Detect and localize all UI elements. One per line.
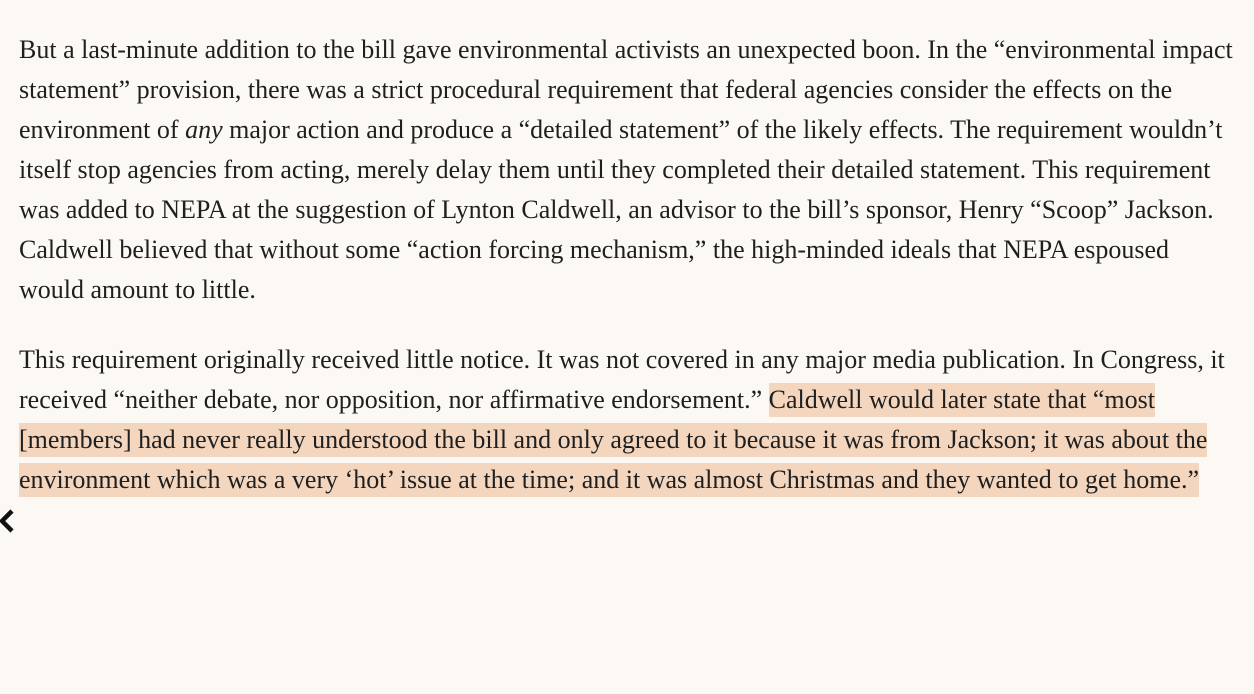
paragraph-1-text-end: major action and produce a “detailed statement” of the likely effects. The requirement wouldn’t itself stop agencies from acting, merely delay them until they completed their detailed statement. This requirement was added to NEPA at the suggestion of Lynton Caldwell, an advisor to the bill’s sponsor, Henry “Scoop” Jackson. Caldwell believed that without some “action forcing mechanism,” the high-minded ideals that NEPA espoused would amount to little.: [19, 115, 1223, 304]
paragraph-nepa-provision: [19, 30, 1234, 310]
emphasis-any: any: [185, 115, 223, 144]
paragraph-1-text-start: But a last-minute addition to the bill gave environmental activists an unexpected boon. In the “environmental impact statement” provision, there was a strict procedural requirement that federal agencies consider the effects on the environment of: [19, 35, 1233, 144]
mouse-pointer-icon: [0, 508, 14, 534]
paragraph-requirement-notice: [19, 340, 1234, 500]
highlighted-quote[interactable]: Caldwell would later state that “most [members] had never really understood the bill and only agreed to it because it was from Jackson; it was about the environment which was a very ‘hot’ issue at the time; and it was almost Christmas and they wanted to get home.”: [19, 383, 1207, 497]
paragraph-2-text: This requirement originally received little notice. It was not covered in any major media publication. In Congress, it received “neither debate, nor opposition, nor affirmative endorsement.”: [19, 345, 1225, 414]
